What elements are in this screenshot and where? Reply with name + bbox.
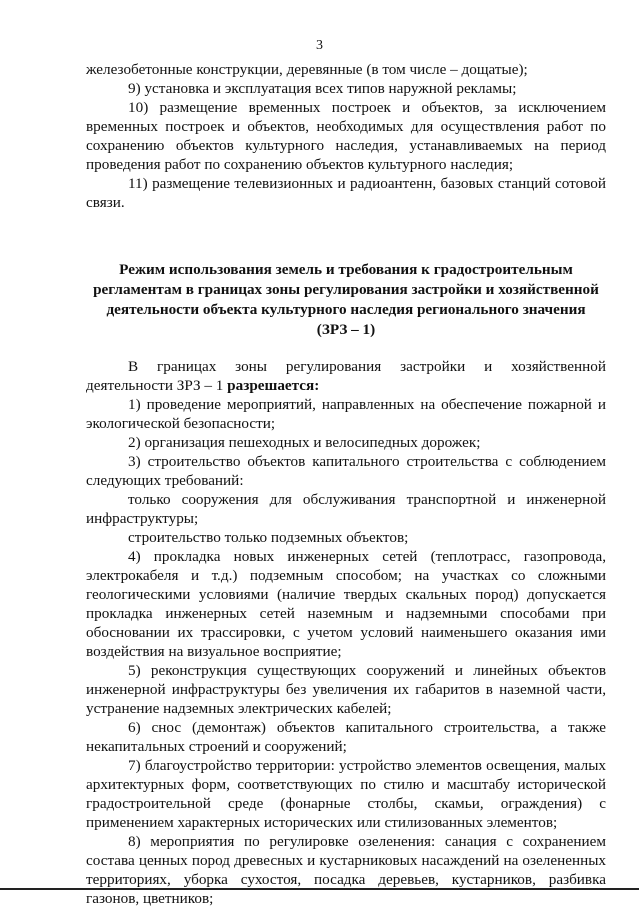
permitted-item-8: 8) мероприятия по регулировке озеленения: санация с сохранением состава ценных пород древесных и кустарниковых насаждений на озелененных территориях, уборка сухостоя, посадка деревьев, кустарников, разбивка газонов, цветников; bbox=[86, 833, 606, 907]
section-heading bbox=[86, 260, 606, 340]
intro-bold-text: разрешается: bbox=[227, 377, 320, 394]
bottom-rule bbox=[0, 888, 639, 890]
permitted-item-7: 7) благоустройство территории: устройство элементов освещения, малых архитектурных форм, соответствующих по стилю и масштабу исторической градостроительной среде (фонарные столбы, скамьи, ограждения) с применением характерных исторических или стилизованных элементов; bbox=[86, 757, 606, 831]
intro-paragraph bbox=[86, 357, 606, 395]
permitted-item-2: 2) организация пешеходных и велосипедных дорожек; bbox=[128, 434, 481, 451]
list-item-10: 10) размещение временных построек и объектов, за исключением временных построек и объектов, необходимых для осуществления работ по сохранению объектов культурного наследия, устанавливаемых на период проведения работ по сохранению объектов культурного наследия; bbox=[86, 99, 606, 173]
permitted-item-4: 4) прокладка новых инженерных сетей (теплотрасс, газопровода, электрокабеля и т.д.) подземным способом; на участках со сложными геологическими условиями (наличие твердых скальных пород) допускается прокладка инженерных сетей наземным и надземными способами при обосновании их трассировки, с учетом условий наименьшего оказания ими воздействия на визуальное восприятие; bbox=[86, 548, 606, 660]
requirement-item: строительство только подземных объектов; bbox=[128, 529, 409, 546]
permitted-item-1: 1) проведение мероприятий, направленных на обеспечение пожарной и экологической безопасности; bbox=[86, 396, 606, 432]
section-heading-line: Режим использования земель и требования к градостроительным bbox=[119, 261, 573, 278]
permitted-item-5: 5) реконструкция существующих сооружений и линейных объектов инженерной инфраструктуры без увеличения их габаритов в наземной части, устранение надземных электрических кабелей; bbox=[86, 662, 606, 717]
section-heading-line: регламентам в границах зоны регулирования застройки и хозяйственной bbox=[93, 281, 599, 298]
section-heading-line: деятельности объекта культурного наследия регионального значения bbox=[106, 301, 586, 318]
requirement-item: только сооружения для обслуживания транспортной и инженерной инфраструктуры; bbox=[86, 491, 606, 527]
document-body bbox=[86, 60, 606, 908]
list-item-9: 9) установка и эксплуатация всех типов наружной рекламы; bbox=[128, 80, 517, 97]
permitted-item-3: 3) строительство объектов капитального строительства с соблюдением следующих требований: bbox=[86, 453, 606, 489]
page-number: 3 bbox=[316, 38, 323, 53]
list-item-8-continuation: железобетонные конструкции, деревянные (в том числе – дощатые); bbox=[86, 61, 528, 78]
section-heading-line: (ЗРЗ – 1) bbox=[316, 321, 376, 338]
intro-text: В границах зоны регулирования застройки и хозяйственной деятельности ЗРЗ – 1 bbox=[86, 358, 606, 394]
permitted-item-6: 6) снос (демонтаж) объектов капитального строительства, а также некапитальных строений и сооружений; bbox=[86, 719, 606, 755]
list-item-11: 11) размещение телевизионных и радиоантенн, базовых станций сотовой связи. bbox=[86, 175, 606, 211]
